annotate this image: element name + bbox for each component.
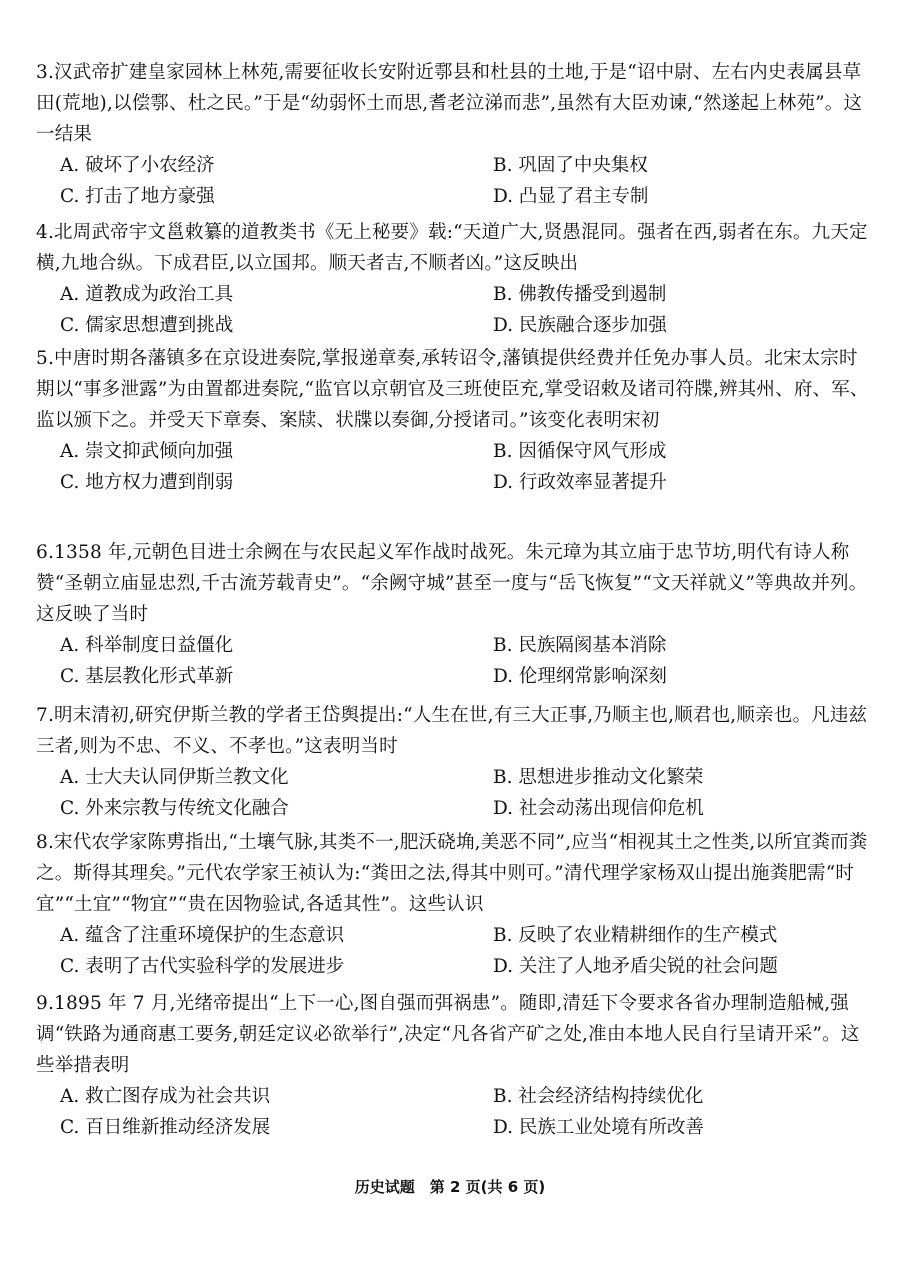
option-b: B. 因循保守风气形成: [493, 441, 667, 462]
page-footer: 历史试题 第 2 页(共 6 页): [354, 1178, 546, 1196]
option-b: B. 思想进步推动文化繁荣: [493, 767, 704, 788]
option-b: B. 社会经济结构持续优化: [493, 1086, 704, 1107]
options-grid: [36, 1081, 876, 1143]
options-grid: [36, 762, 876, 824]
options-grid: [36, 436, 876, 498]
options-grid: [36, 279, 876, 341]
question-stem: 6.1358 年,元朝色目进士余阙在与农民起义军作战时战死。朱元璋为其立庙于忠节坊,明代有诗人称赞“圣朝立庙显忠烈,千古流芳载青史”。“余阙守城”甚至一度与“岳飞恢复”“文天祥就义”等典故并列。这反映了当时: [36, 542, 868, 625]
option-a: A. 崇文抑武倾向加强: [60, 441, 234, 462]
question-stem: 5.中唐时期各藩镇多在京设进奏院,掌报递章奏,承转诏令,藩镇提供经费并任免办事人员。北宋太宗时期以“事多泄露”为由置都进奏院,“监官以京朝官及三班使臣充,掌受诏敕及诸司符牒,辨其州、府、军、监以颁下之。并受天下章奏、案牍、状牒以奏御,分授诸司。”该变化表明宋初: [36, 348, 869, 431]
option-d: D. 凸显了君主专制: [493, 186, 649, 207]
question-3: [36, 57, 876, 212]
question-stem: 3.汉武帝扩建皇家园林上林苑,需要征收长安附近鄠县和杜县的土地,于是“诏中尉、左右内史表属县草田(荒地),以偿鄠、杜之民。”于是“幼弱怀土而思,耆老泣涕而悲”,虽然有大臣劝谏,“然遂起上林苑”。这一结果: [36, 62, 863, 145]
question-stem: 7.明末清初,研究伊斯兰教的学者王岱舆提出:“人生在世,有三大正事,乃顺主也,顺君也,顺亲也。凡违兹三者,则为不忠、不义、不孝也。”这表明当时: [36, 705, 868, 757]
option-a: A. 蕴含了注重环境保护的生态意识: [60, 925, 345, 946]
option-b: B. 民族隔阂基本消除: [493, 635, 667, 656]
option-c: C. 地方权力遭到削弱: [60, 472, 234, 493]
question-4: [36, 217, 876, 341]
option-d: D. 关注了人地矛盾尖锐的社会问题: [493, 956, 778, 977]
option-d: D. 民族工业处境有所改善: [493, 1117, 704, 1138]
question-stem: 9.1895 年 7 月,光绪帝提出“上下一心,图自强而弭祸患”。随即,清廷下令要求各省办理制造船械,强调“铁路为通商惠工要务,朝廷定议必欲举行”,决定“凡各省产矿之处,准由本地人民自行呈请开采”。这些举措表明: [36, 993, 860, 1076]
option-b: B. 巩固了中央集权: [493, 155, 648, 176]
option-d: D. 社会动荡出现信仰危机: [493, 798, 704, 819]
option-d: D. 行政效率显著提升: [493, 472, 667, 493]
question-9: [36, 988, 876, 1143]
options-grid: [36, 920, 876, 982]
option-a: A. 科举制度日益僵化: [60, 635, 234, 656]
option-a: A. 破坏了小农经济: [60, 155, 215, 176]
option-c: C. 打击了地方豪强: [60, 186, 215, 207]
option-a: A. 士大夫认同伊斯兰教文化: [60, 767, 289, 788]
option-a: A. 救亡图存成为社会共识: [60, 1086, 271, 1107]
options-grid: [36, 150, 876, 212]
question-7: [36, 700, 876, 824]
option-c: C. 儒家思想遭到挑战: [60, 315, 234, 336]
options-grid: [36, 630, 876, 692]
question-6: [36, 537, 876, 692]
option-c: C. 基层教化形式革新: [60, 666, 234, 687]
question-5: [36, 343, 876, 498]
option-d: D. 民族融合逐步加强: [493, 315, 667, 336]
option-a: A. 道教成为政治工具: [60, 284, 234, 305]
option-c: C. 表明了古代实验科学的发展进步: [60, 956, 345, 977]
question-stem: 8.宋代农学家陈旉指出,“土壤气脉,其类不一,肥沃硗埆,美恶不同”,应当“相视其土之性类,以所宜粪而粪之。斯得其理矣。”元代农学家王祯认为:“粪田之法,得其中则可。”清代理学家杨双山提出施粪肥需“时宜”“土宜”“物宜”“贵在因物验试,各适其性”。这些认识: [36, 832, 868, 915]
option-b: B. 反映了农业精耕细作的生产模式: [493, 925, 778, 946]
option-c: C. 外来宗教与传统文化融合: [60, 798, 289, 819]
option-d: D. 伦理纲常影响深刻: [493, 666, 667, 687]
option-c: C. 百日维新推动经济发展: [60, 1117, 271, 1138]
option-b: B. 佛教传播受到遏制: [493, 284, 667, 305]
question-stem: 4.北周武帝宇文邕敕纂的道教类书《无上秘要》载:“天道广大,贤愚混同。强者在西,弱者在东。九天定横,九地合纵。下成君臣,以立国邦。顺天者吉,不顺者凶。”这反映出: [36, 222, 868, 274]
question-8: [36, 827, 876, 982]
